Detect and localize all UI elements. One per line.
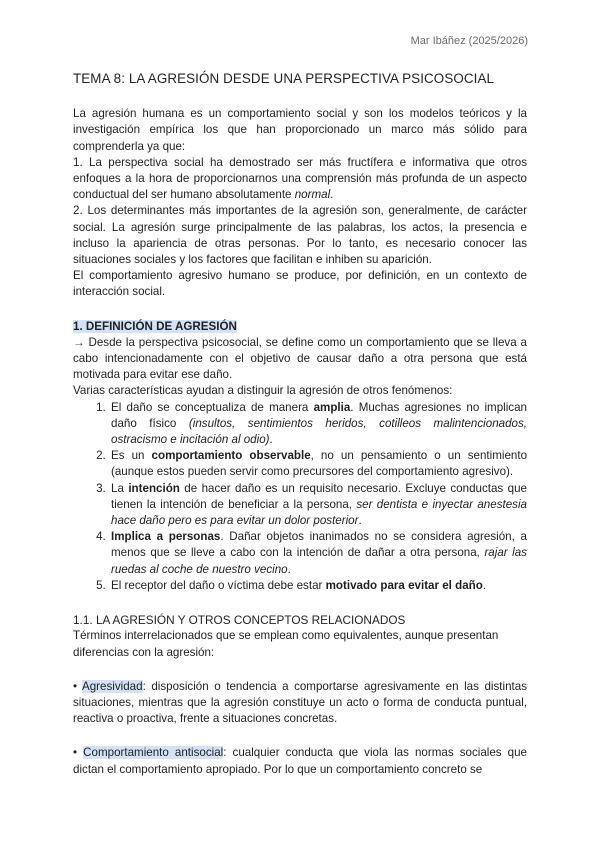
item-text: . <box>358 514 362 528</box>
related-concepts-lead: Términos interrelacionados que se emplean como equivalentes, aunque presentan diferencias con la agresión: <box>73 629 499 659</box>
item-bold: amplia <box>313 400 351 414</box>
item-text: El daño se conceptualiza de manera <box>111 400 314 414</box>
item-text: . <box>482 578 487 592</box>
spacer <box>73 661 527 679</box>
item-italic: rajar las ruedas al coche de nuestro vecino <box>111 546 527 576</box>
spacer <box>73 301 527 319</box>
item-bold: comportamiento observable <box>151 449 311 463</box>
spacer <box>73 727 527 745</box>
intro-closing: El comportamiento agresivo humano se produce, por definición, en un contexto de interacción social. <box>73 269 527 299</box>
item-text: La <box>111 481 129 495</box>
intro-point-1-end: . <box>330 188 334 202</box>
term-text: : cualquier conducta que viola las normas sociales que dictan el comportamiento apropiado. Por lo que un comportamiento concreto se <box>73 746 528 776</box>
term-name-highlight: Comportamiento antisocial <box>83 746 224 760</box>
item-bold: Implica a personas <box>111 530 221 544</box>
characteristic-item <box>109 481 527 530</box>
item-italic: ser dentista e inyectar anestesia hace daño pero es para evitar un dolor posterior <box>111 497 527 528</box>
term-name-highlight: Agresividad <box>81 679 143 693</box>
item-text: Es un <box>111 449 152 463</box>
term-text: : disposición o tendencia a comportarse agresivamente en las distintas situaciones, mientras que la agresión constituye un acto o forma de conducta puntual, reactiva o proactiva, frente a situaciones concretas. <box>73 679 527 726</box>
bullet: • <box>73 746 84 760</box>
document-body <box>73 71 527 778</box>
item-text: , no un pensamiento o un sentimiento (aunque estos pueden servir como precursores del comportamiento agresivo). <box>111 449 528 479</box>
item-italic: (insultos, sentimientos heridos, cotilleos malintencionados, ostracismo e incitación al odio) <box>111 416 528 447</box>
characteristic-item <box>109 578 527 594</box>
intro-point-1-text: 1. La perspectiva social ha demostrado ser más fructífera e informativa que otros enfoques a la hora de proporcionarnos una comprensión más profunda de un aspecto conductual del ser humano absolutamente <box>73 155 527 202</box>
section-1-heading-text: 1. DEFINICIÓN DE AGRESIÓN <box>73 319 237 333</box>
intro-paragraph: La agresión humana es un comportamiento social y son los modelos teóricos y la investigación empírica los que han proporcionado un marco más sólido para comprenderla ya que: <box>73 107 527 153</box>
item-text: . Dañar objetos inanimados no se considera agresión, a menos que se lleve a cabo con la intención de dañar a otra persona, <box>111 530 527 560</box>
item-text: . <box>269 433 273 447</box>
item-text: . Muchas agresiones no implican daño físico <box>111 400 527 430</box>
intro-point-1-italic: normal <box>294 188 331 202</box>
item-text: . <box>287 562 291 576</box>
intro-point-2: 2. Los determinantes más importantes de la agresión son, generalmente, de carácter social. La agresión surge principalmente de las palabras, los actos, la presencia e incluso la apariencia de otras personas. Por lo tanto, es necesario conocer las situaciones sociales y los factores que facilitan e inhiben su aparición. <box>73 204 527 267</box>
term-agresividad <box>73 679 527 728</box>
item-bold: intención <box>128 481 180 495</box>
item-text: de hacer daño es un requisito necesario. Excluye conductas que tienen la intención de beneficiar a la persona, <box>111 481 527 511</box>
characteristics-list <box>73 400 527 594</box>
term-comportamiento-antisocial <box>73 745 527 777</box>
characteristic-item <box>109 400 527 449</box>
characteristics-lead: Varias características ayudan a distinguir la agresión de otros fenómenos: <box>73 384 453 398</box>
characteristic-item <box>109 448 527 480</box>
intro-point-1 <box>73 155 527 204</box>
definition-paragraph: → Desde la perspectiva psicosocial, se define como un comportamiento que se lleva a cabo intencionadamente con el objetivo de causar daño a otra persona que está motivada para evitar ese daño. <box>73 335 527 382</box>
bullet: • <box>73 679 82 693</box>
item-text: El receptor del daño o víctima debe estar <box>111 578 326 592</box>
author-year-header: Mar Ibáñez (2025/2026) <box>410 35 528 47</box>
section-1-heading <box>73 319 527 335</box>
section-1-1-heading: 1.1. LA AGRESIÓN Y OTROS CONCEPTOS RELACIONADOS <box>73 613 406 628</box>
document-title: TEMA 8: LA AGRESIÓN DESDE UNA PERSPECTIVA PSICOSOCIAL <box>73 71 495 86</box>
characteristic-item <box>109 529 527 578</box>
spacer <box>73 594 527 612</box>
item-bold: motivado para evitar el daño <box>325 578 483 592</box>
